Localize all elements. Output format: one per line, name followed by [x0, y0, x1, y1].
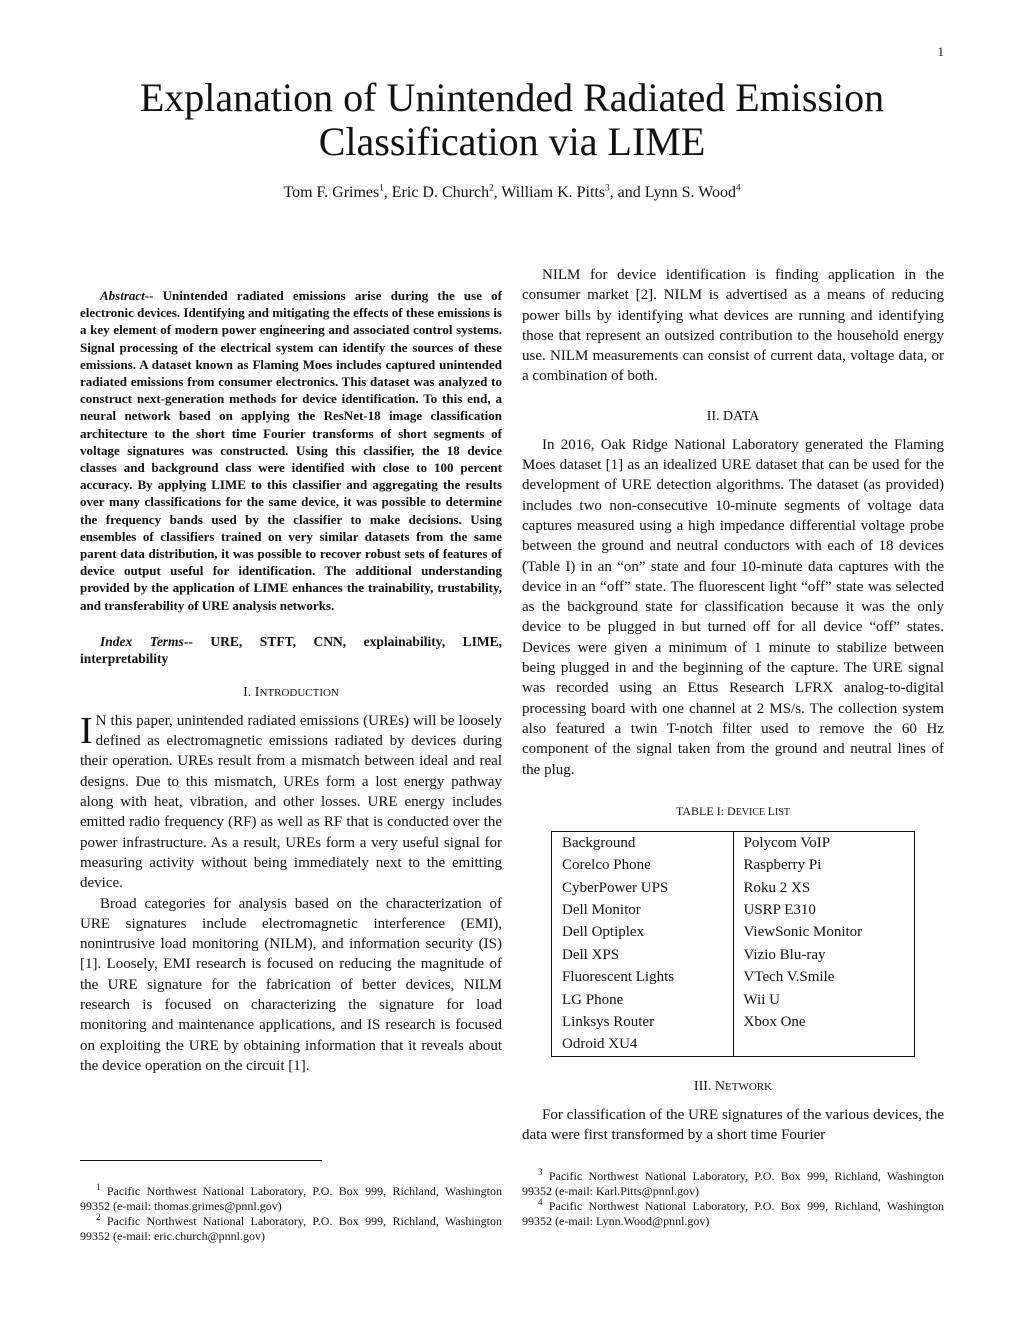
footnotes-left [80, 1184, 502, 1244]
abstract-text: -- Unintended radiated emissions arise during the use of electronic devices. Identifying and mitigating the effects of these emissions is a key element of modern power engineering and associated control systems. Signal processing of the electrical system can identify the sources of these emissions. A dataset known as Flaming Moes includes captured unintended radiated emissions from consumer electronics. This dataset was analyzed to construct next-generation methods for device identification. To this end, a neural network based on applying the ResNet-18 image classification architecture to the short time Fourier transforms of short segments of voltage signatures was constructed. Using this classifier, the 18 device classes and background class were identified with close to 100 percent accuracy. By applying LIME to this classifier and aggregating the results over many classifications for the same device, it was possible to determine the frequency bands used by the classifier to make decisions. Using ensembles of classifiers trained on very similar datasets from the same parent data distribution, it was possible to recover robust sets of features of device output useful for identification. The additional understanding provided by the application of LIME enhances the trainability, trustability, and transferability of URE analysis networks. [80, 288, 502, 613]
author-separator: , and [609, 184, 645, 201]
table-caption-prefix: TABLE I: [676, 803, 728, 818]
table-cell: Dell Optiplex [562, 924, 645, 941]
author-name: Lynn S. Wood [644, 184, 737, 201]
table-row [552, 854, 915, 876]
table-cell: Wii U [733, 989, 915, 1011]
table-caption-part: IST [775, 806, 790, 818]
footnote [522, 1199, 944, 1229]
table-row [552, 899, 915, 921]
intro-paragraph: NILM for device identification is finding application in the consumer market [2]. NILM is advertised as a means of reducing power bills by identifying what devices are running and identifying those that represent an outsized contribution to the household energy use. NILM measurements can consist of current data, voltage data, or a combination of both. [522, 267, 944, 385]
paper-title [0, 76, 1024, 164]
footnote [80, 1214, 502, 1244]
table-row [552, 1033, 915, 1056]
table-row [552, 1011, 915, 1033]
table-cell: USRP E310 [733, 899, 915, 921]
table-cell: Linksys Router [562, 1014, 655, 1031]
table-cell: ViewSonic Monitor [733, 921, 915, 943]
right-column [522, 265, 944, 1145]
footnote-divider [80, 1160, 322, 1161]
abstract-label: Abstract [100, 288, 145, 303]
table-row [552, 944, 915, 966]
section-heading-introduction [80, 685, 502, 701]
author-name: Eric D. Church [391, 184, 490, 201]
table-cell: Dell Monitor [562, 902, 641, 919]
author-name: Tom F. Grimes [283, 184, 380, 201]
left-column [80, 287, 502, 1076]
author-separator: , [383, 184, 392, 201]
intro-paragraph-text: N this paper, unintended radiated emissions (UREs) will be loosely defined as electromagnetic emissions radiated by devices during their operation. UREs result from a mismatch between ideal and real designs. Due to this mismatch, UREs form a lost energy pathway along with heat, vibration, and other losses. URE energy includes emitted radio frequency (RF) as well as RF that is conducted over the power infrastructure. As a result, UREs form a very useful signal for measuring activity without being immediately next to the emitting device. [80, 712, 502, 892]
table-cell: LG Phone [562, 991, 624, 1008]
footnote-text: Pacific Northwest National Laboratory, P.O. Box 999, Richland, Washington 99352 (e-mail: Lynn.Wood@pnnl.gov) [522, 1199, 945, 1228]
table-cell: Roku 2 XS [733, 877, 915, 899]
table-row [552, 877, 915, 899]
section-title-initial: I [254, 684, 260, 700]
device-list-table [551, 831, 915, 1057]
author-separator: , [493, 184, 502, 201]
section-heading-data [522, 409, 944, 425]
table-caption-part: EVICE [735, 806, 768, 818]
footnote-mark: 3 [538, 1167, 543, 1177]
footnote-text: Pacific Northwest National Laboratory, P.O. Box 999, Richland, Washington 99352 (e-mail: Karl.Pitts@pnnl.gov) [522, 1169, 945, 1198]
title-line-1: Explanation of Unintended Radiated Emission [139, 75, 885, 120]
author-name: William K. Pitts [501, 184, 606, 201]
table-row [552, 921, 915, 943]
author-mark: 2 [489, 182, 494, 193]
page-number: 1 [937, 44, 944, 59]
introduction-body [80, 711, 502, 1076]
author-mark: 1 [379, 182, 384, 193]
section-title: DATA [723, 408, 760, 424]
abstract [80, 287, 502, 614]
intro-paragraph [80, 711, 502, 894]
table-caption-initial: L [767, 803, 775, 818]
section-title-initial: N [714, 1078, 726, 1094]
footnotes-right [522, 1169, 944, 1229]
table-row [552, 831, 915, 854]
table-cell: Background [562, 834, 636, 851]
author-list [0, 184, 1024, 202]
section-number: II. [706, 408, 720, 424]
footnote-text: Pacific Northwest National Laboratory, P.O. Box 999, Richland, Washington 99352 (e-mail: thomas.grimes@pnnl.gov) [80, 1184, 503, 1213]
index-terms [80, 633, 502, 668]
network-paragraph: For classification of the URE signatures of the various devices, the data were first transformed by a short time Fourier [522, 1106, 944, 1144]
footnote [522, 1169, 944, 1199]
section-heading-network [522, 1079, 944, 1095]
intro-paragraph: Broad categories for analysis based on the characterization of URE signatures include electromagnetic interference (EMI), nonintrusive load monitoring (NILM), and information security (IS) [1]. Loosely, EMI research is focused on reducing the magnitude of the URE signature for the fabrication of better devices, NILM research is focused on characterizing the signature for load monitoring and maintenance applications, and IS research is focused on exploiting the URE by obtaining information that it reveals about the device operation on the circuit [1]. [80, 895, 502, 1074]
data-paragraph: In 2016, Oak Ridge National Laboratory generated the Flaming Moes dataset [1] as an idealized URE dataset that can be used for the development of URE detection algorithms. The dataset (as provided) includes two non-consecutive 10-minute segments of voltage data captures measured using a high impedance differential voltage probe between the ground and neutral conductors with each of 18 devices (Table I) in an “on” state and four 10-minute data captures with the device in an “off” state. The fluorescent light “off” state was selected as the background state for classification because it was the only device to be plugged in but turned off for all device “off” states. Devices were given a minimum of 1 minute to stabilize between being plugged in and the beginning of the capture. The URE signal was recorded using an Ettus Research LFRX analog-to-digital processing board with one channel at 2 MS/s. The collection system also featured a twin T-notch filter used to remove the 60 Hz component of the signal taken from the ground and neutral lines of the plug. [522, 436, 944, 778]
table-cell: Corelco Phone [562, 857, 651, 874]
table-cell: Polycom VoIP [733, 831, 915, 854]
footnote-mark: 2 [96, 1212, 101, 1222]
table-caption [522, 804, 944, 819]
table-cell: Fluorescent Lights [562, 969, 675, 986]
table-row [552, 966, 915, 988]
title-line-2: Classification via LIME [318, 119, 706, 164]
footnote [80, 1184, 502, 1214]
section-number: III. [693, 1078, 712, 1094]
table-cell: Vizio Blu-ray [733, 944, 915, 966]
table-cell: Xbox One [733, 1011, 915, 1033]
footnote-text: Pacific Northwest National Laboratory, P.O. Box 999, Richland, Washington 99352 (e-mail: eric.church@pnnl.gov) [80, 1214, 503, 1243]
section-title-rest: ETWORK [725, 1080, 773, 1093]
table-cell: CyberPower UPS [562, 879, 669, 896]
table-row [552, 989, 915, 1011]
index-terms-text: -- URE, STFT, CNN, explainability, LIME, interpretability [80, 633, 503, 667]
section-title-rest: NTRODUCTION [259, 686, 339, 699]
drop-cap: I [80, 709, 93, 752]
table-cell: Raspberry Pi [733, 854, 915, 876]
table-cell [733, 1033, 915, 1056]
index-terms-label: Index Terms [100, 633, 184, 649]
table-cell: Odroid XU4 [562, 1036, 638, 1053]
author-mark: 4 [736, 182, 741, 193]
table-cell: Dell XPS [562, 946, 620, 963]
footnote-mark: 1 [96, 1182, 101, 1192]
author-mark: 3 [605, 182, 610, 193]
footnote-mark: 4 [538, 1197, 543, 1207]
table-caption-initial: D [727, 803, 736, 818]
section-number: I. [243, 684, 252, 700]
table-cell: VTech V.Smile [733, 966, 915, 988]
